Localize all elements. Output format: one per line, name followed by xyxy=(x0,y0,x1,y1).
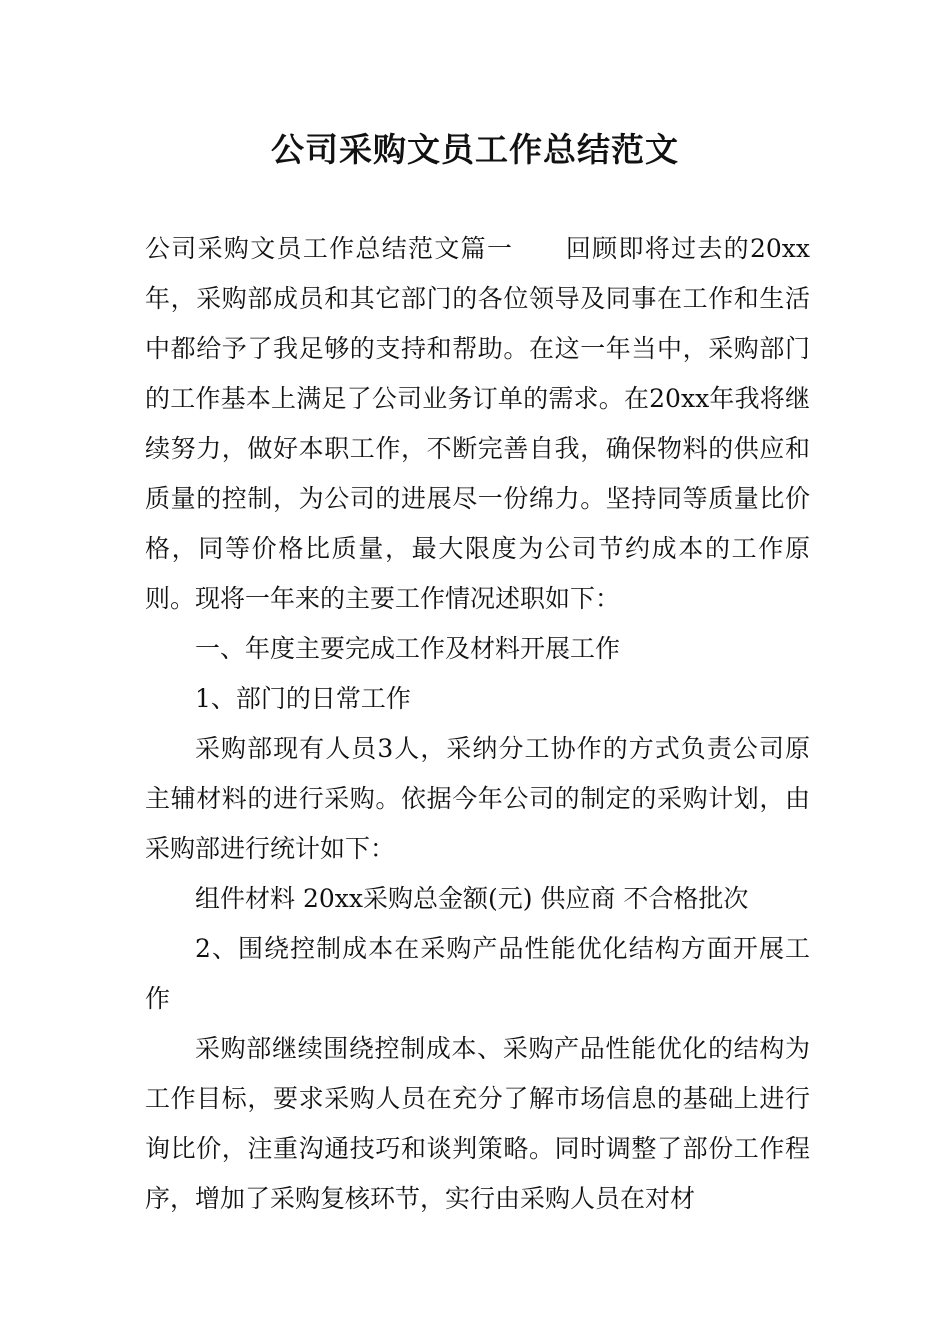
document-body xyxy=(145,224,810,1224)
body-paragraph: 采购部现有人员3人，采纳分工协作的方式负责公司原主辅材料的进行采购。依据今年公司的制定的采购计划，由采购部进行统计如下： xyxy=(145,734,810,863)
body-paragraph: 采购部继续围绕控制成本、采购产品性能优化的结构为工作目标，要求采购人员在充分了解市场信息的基础上进行询比价，注重沟通技巧和谈判策略。同时调整了部份工作程序，增加了采购复核环节，实行由采购人员在对材 xyxy=(145,1034,810,1213)
section-heading: 一、年度主要完成工作及材料开展工作 xyxy=(195,634,621,663)
document-title: 公司采购文员工作总结范文 xyxy=(271,130,679,169)
table-header-line: 组件材料 20xx采购总金额(元) 供应商 不合格批次 xyxy=(195,884,749,913)
intro-paragraph: 公司采购文员工作总结范文篇一 回顾即将过去的20xx年，采购部成员和其它部门的各位领导及同事在工作和生活中都给予了我足够的支持和帮助。在这一年当中，采购部门的工作基本上满足了公司业务订单的需求。在20xx年我将继续努力，做好本职工作，不断完善自我，确保物料的供应和质量的控制，为公司的进展尽一份绵力。坚持同等质量比价格，同等价格比质量，最大限度为公司节约成本的工作原则。现将一年来的主要工作情况述职如下： xyxy=(145,234,810,613)
subsection-heading: 2、围绕控制成本在采购产品性能优化结构方面开展工作 xyxy=(145,934,810,1013)
subsection-heading: 1、部门的日常工作 xyxy=(195,684,411,713)
